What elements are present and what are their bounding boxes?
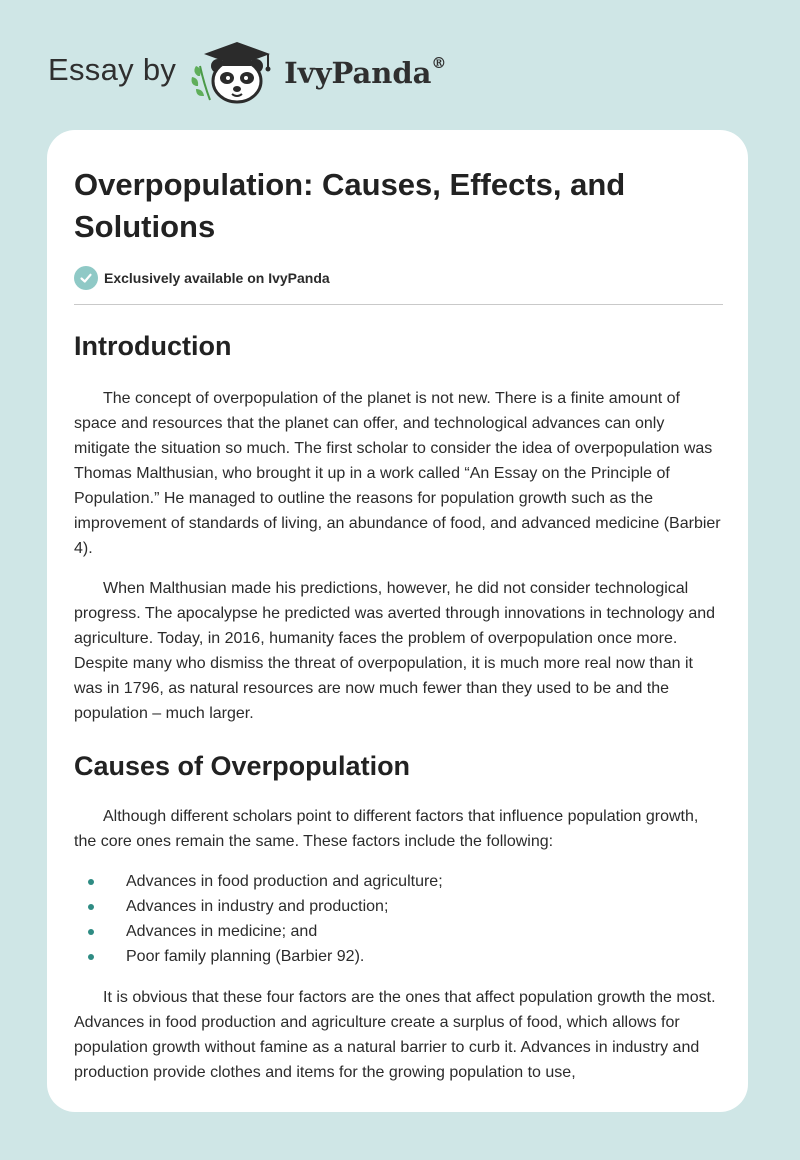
bullet-icon bbox=[88, 879, 94, 885]
exclusive-label: Exclusively available on IvyPanda bbox=[104, 270, 330, 286]
bullet-icon bbox=[88, 929, 94, 935]
list-item-text: Advances in medicine; and bbox=[126, 923, 318, 940]
article-card bbox=[47, 130, 748, 1112]
exclusive-badge bbox=[74, 266, 723, 290]
essay-by-label: Essay by bbox=[48, 52, 177, 87]
site-header bbox=[48, 36, 446, 108]
ivypanda-logo-icon[interactable] bbox=[190, 36, 282, 108]
article-title: Overpopulation: Causes, Effects, and Solutions bbox=[74, 167, 626, 244]
list-item-text: Advances in food production and agriculture; bbox=[126, 873, 443, 890]
list-item bbox=[74, 894, 723, 919]
paragraph: The concept of overpopulation of the planet is not new. There is a finite amount of space and resources that the planet can offer, and technological advances can only mitigate the situation so much. The first scholar to consider the idea of overpopulation was Thomas Malthusian, who brought it up in a work called “An Essay on the Principle of Population.” He managed to outline the reasons for population growth such as the improvement of standards of living, an abundance of food, and advanced medicine (Barbier 4). bbox=[74, 390, 721, 557]
list-item-text: Advances in industry and production; bbox=[126, 898, 389, 915]
brand-name[interactable] bbox=[284, 56, 446, 90]
list-item-text: Poor family planning (Barbier 92). bbox=[126, 948, 365, 965]
bullet-icon bbox=[88, 904, 94, 910]
list-item bbox=[74, 944, 723, 969]
paragraph: It is obvious that these four factors are the ones that affect population growth the most. Advances in food production and agriculture create a surplus of food, which allows for population growth without famine as a natural barrier to curb it. Advances in industry and production provide clothes and items for the growing population to use, bbox=[74, 989, 716, 1081]
list-item bbox=[74, 869, 723, 894]
paragraph: Although different scholars point to different factors that influence population growth, the core ones remain the same. These factors include the following: bbox=[74, 808, 699, 850]
check-icon bbox=[74, 266, 98, 290]
bullet-icon bbox=[88, 954, 94, 960]
paragraph: When Malthusian made his predictions, however, he did not consider technological progress. The apocalypse he predicted was averted through innovations in technology and agriculture. Today, in 2016, humanity faces the problem of overpopulation once more. Despite many who dismiss the threat of overpopulation, it is much more real now than it was in 1796, as natural resources are now much fewer than they used to be and the population – much larger. bbox=[74, 580, 716, 722]
section-heading-causes: Causes of Overpopulation bbox=[74, 751, 411, 781]
brand-text: IvyPanda bbox=[284, 56, 432, 90]
divider bbox=[74, 304, 723, 305]
list-item bbox=[74, 919, 723, 944]
article-content bbox=[74, 164, 723, 1085]
registered-mark: ® bbox=[431, 54, 447, 73]
section-heading-introduction: Introduction bbox=[74, 331, 232, 361]
causes-list bbox=[74, 869, 723, 969]
